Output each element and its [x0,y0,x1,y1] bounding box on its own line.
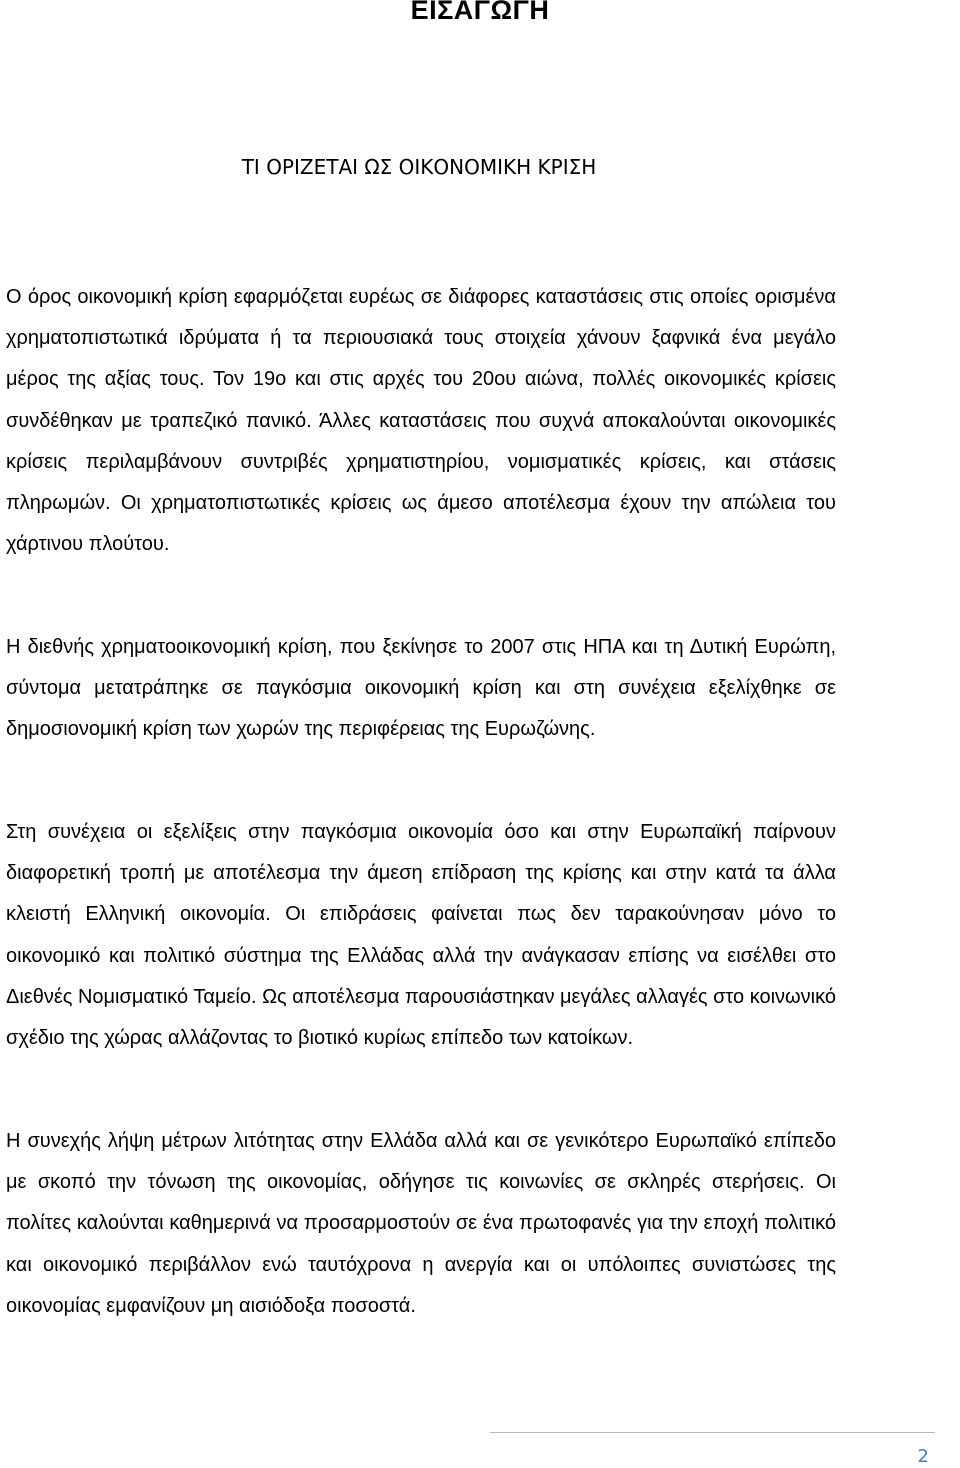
body-paragraph-4: Η συνεχής λήψη μέτρων λιτότητας στην Ελλάδα αλλά και σε γενικότερο Ευρωπαϊκό επίπεδο με σκοπό την τόνωση της οικονομίας, οδήγησε τις κοινωνίες σε σκληρές στερήσεις. Οι πολίτες καλούνται καθημερινά να προσαρμοστούν σε ένα πρωτοφανές για την εποχή πολιτικό και οικονομικό περιβάλλον ενώ ταυτόχρονα η ανεργία και οι υπόλοιπες συνιστώσες της οικονομίας εμφανίζουν μη αισιόδοξα ποσοστά. [6,1130,836,1317]
page-heading: ΕΙΣΑΓΩΓΗ [410,0,550,25]
footer-divider [490,1432,935,1433]
body-paragraph-2: Η διεθνής χρηματοοικονομική κρίση, που ξεκίνησε το 2007 στις ΗΠΑ και τη Δυτική Ευρώπη, σύντομα μετατράπηκε σε παγκόσμια οικονομική κρίση και στη συνέχεια εξελίχθηκε σε δημοσιονομική κρίση των χωρών της περιφέρειας της Ευρωζώνης. [6,636,836,741]
body-paragraph-3: Στη συνέχεια οι εξελίξεις στην παγκόσμια οικονομία όσο και στην Ευρωπαϊκή παίρνουν διαφορετική τροπή με αποτέλεσμα την άμεση επίδραση της κρίσης και στην κατά τα άλλα κλειστή Ελληνική οικονομία. Οι επιδράσεις φαίνεται πως δεν ταρακούνησαν μόνο το οικονομικό και πολιτικό σύστημα της Ελλάδας αλλά την ανάγκασαν επίσης να εισέλθει στο Διεθνές Νομισματικό Ταμείο. Ως αποτέλεσμα παρουσιάστηκαν μεγάλες αλλαγές στο κοινωνικό σχέδιο της χώρας αλλάζοντας το βιοτικό κυρίως επίπεδο των κατοίκων. [6,821,836,1050]
page-number: 2 [917,1446,929,1467]
body-paragraph-1: Ο όρος οικονομική κρίση εφαρμόζεται ευρέως σε διάφορες καταστάσεις στις οποίες ορισμένα χρηματοπιστωτικά ιδρύματα ή τα περιουσιακά τους στοιχεία χάνουν ξαφνικά ένα μεγάλο μέρος της αξίας τους. Τον 19ο και στις αρχές του 20ου αιώνα, πολλές οικονομικές κρίσεις συνδέθηκαν με τραπεζικό πανικό. Άλλες καταστάσεις που συχνά αποκαλούνται οικονομικές κρίσεις περιλαμβάνουν συντριβές χρηματιστηρίου, νομισματικές κρίσεις, και στάσεις πληρωμών. Οι χρηματοπιστωτικές κρίσεις ως άμεσο αποτέλεσμα έχουν την απώλεια του χάρτινου πλούτου. [6,286,836,556]
section-subtitle: ΤΙ ΟΡΙΖΕΤΑΙ ΩΣ ΟΙΚΟΝΟΜΙΚΗ ΚΡΙΣΗ [241,155,597,179]
